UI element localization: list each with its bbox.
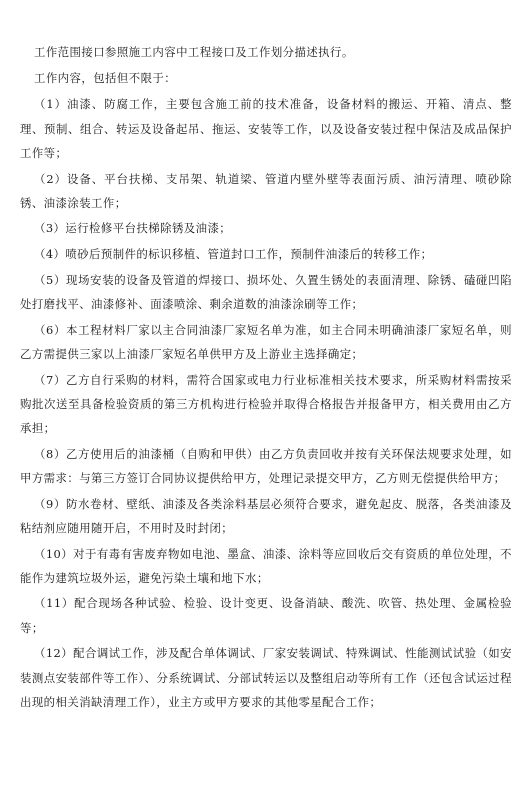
list-item-10: （10）对于有毒有害废弃物如电池、墨盒、油漆、涂料等应回收后交有资质的单位处理，不能作为建筑垃圾外运，避免污染土壤和地下水； [20, 546, 512, 585]
list-item-8: （8）乙方使用后的油漆桶（自购和甲供）由乙方负责回收并按有关环保法规要求处理，如甲方需求：与第三方签订合同协议提供给甲方，处理记录提交甲方，乙方则无偿提供给甲方； [20, 446, 512, 485]
scope-heading: 工作内容，包括但不限于： [34, 71, 177, 86]
list-item-2: （2）设备、平台扶梯、支吊架、轨道梁、管道内壁外壁等表面污质、油污清理、喷砂除锈、油漆涂装工作； [20, 171, 512, 210]
intro-paragraph: 工作范围接口参照施工内容中工程接口及工作划分描述执行。 [34, 45, 354, 59]
list-item-12: （12）配合调试工作，涉及配合单体调试、厂家安装调试、特殊调试、性能测试试验（如安装测点安装部件等工作）、分系统调试、分部试转运以及整组启动等所有工作（还包含试运过程出现的相关消缺清理工作），业主方或甲方要求的其他零星配合工作； [20, 646, 512, 709]
list-item-11: （11）配合现场各种试验、检验、设计变更、设备消缺、酸洗、吹管、热处理、金属检验等； [20, 596, 512, 635]
list-item-5: （5）现场安装的设备及管道的焊接口、损坏处、久置生锈处的表面清理、除锈、磕碰凹陷处打磨找平、油漆修补、面漆喷涂、剩余道数的油漆涂刷等工作； [20, 272, 512, 312]
list-item-9: （9）防水卷材、壁纸、油漆及各类涂料基层必须符合要求，避免起皮、脱落，各类油漆及粘结剂应随用随开启，不用时及时封闭； [20, 496, 512, 535]
list-item-1: （1）油漆、防腐工作，主要包含施工前的技术准备，设备材料的搬运、开箱、清点、整理、预制、组合、转运及设备起吊、拖运、安装等工作，以及设备安装过程中保洁及成品保护工作等； [20, 97, 512, 160]
list-item-7: （7）乙方自行采购的材料，需符合国家或电力行业标准相关技术要求，所采购材料需按采购批次送至具备检验资质的第三方机构进行检验并取得合格报告并报备甲方，相关费用由乙方承担； [20, 372, 512, 436]
list-item-4: （4）喷砂后预制件的标识移植、管道封口工作，预制件油漆后的转移工作； [34, 247, 433, 262]
list-item-3: （3）运行检修平台扶梯除锈及油漆； [34, 221, 232, 236]
list-item-6: （6）本工程材料厂家以主合同油漆厂家短名单为准，如主合同未明确油漆厂家短名单，则乙方需提供三家以上油漆厂家短名单供甲方及上游业主选择确定； [20, 322, 512, 361]
